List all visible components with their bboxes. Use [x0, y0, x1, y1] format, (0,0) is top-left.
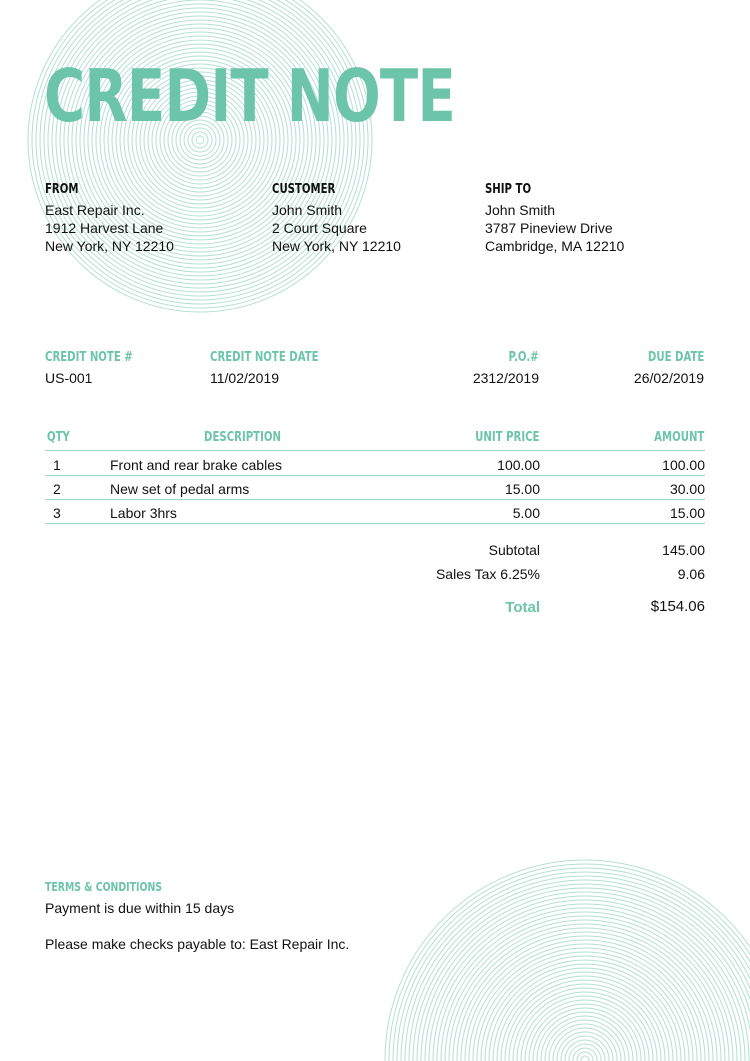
- row-unit-price: 15.00: [504, 481, 540, 497]
- ring: [561, 1036, 609, 1061]
- ring: [525, 1000, 645, 1061]
- row-qty: 3: [53, 505, 61, 521]
- ring: [469, 944, 701, 1061]
- ring: [497, 972, 673, 1061]
- ring: [405, 880, 750, 1061]
- ring: [549, 1024, 621, 1061]
- row-divider: [45, 499, 705, 500]
- ring: [465, 940, 705, 1061]
- ring: [553, 1028, 617, 1061]
- customer-street: 2 Court Square: [272, 220, 367, 236]
- table-header-divider: [45, 450, 705, 451]
- row-amount: 15.00: [669, 505, 705, 521]
- ring: [481, 956, 689, 1061]
- sales-tax-value: 9.06: [677, 566, 705, 582]
- ring: [577, 1052, 593, 1061]
- header-qty: QTY: [47, 430, 70, 445]
- total-value: $154.06: [650, 598, 705, 615]
- ring: [473, 948, 697, 1061]
- ring: [449, 924, 721, 1061]
- ring: [441, 916, 729, 1061]
- ship-to-label: SHIP TO: [485, 182, 532, 197]
- credit-note-date-value: 11/02/2019: [210, 370, 280, 386]
- ring: [397, 872, 750, 1061]
- ring: [529, 1004, 641, 1061]
- ring: [28, 0, 372, 312]
- row-unit-price: 100.00: [497, 457, 540, 473]
- row-qty: 2: [53, 481, 61, 497]
- page-title: CREDIT NOTE: [44, 54, 456, 138]
- from-city: New York, NY 12210: [45, 238, 174, 254]
- from-block: [45, 182, 174, 255]
- ring: [477, 952, 693, 1061]
- row-description: Labor 3hrs: [110, 505, 177, 521]
- ring: [425, 900, 745, 1061]
- ring: [581, 1056, 589, 1061]
- ring: [457, 932, 713, 1061]
- ring: [545, 1020, 625, 1061]
- total-label: Total: [505, 599, 540, 616]
- from-street: 1912 Harvest Lane: [45, 220, 164, 236]
- ship-to-street: 3787 Pineview Drive: [485, 220, 613, 236]
- ring: [429, 904, 741, 1061]
- ring: [513, 988, 657, 1061]
- sales-tax-label: Sales Tax 6.25%: [435, 566, 540, 582]
- header-description: DESCRIPTION: [204, 430, 281, 445]
- customer-block: [272, 182, 401, 255]
- ring: [501, 976, 669, 1061]
- ring: [493, 968, 677, 1061]
- po-label: P.O.#: [508, 350, 539, 365]
- from-name: East Repair Inc.: [45, 202, 145, 218]
- row-divider: [45, 523, 705, 524]
- ring: [32, 0, 368, 308]
- row-qty: 1: [53, 457, 61, 473]
- ring: [569, 1044, 601, 1061]
- due-date-value: 26/02/2019: [633, 370, 704, 386]
- from-label: FROM: [45, 182, 79, 197]
- terms-payment-due: Payment is due within 15 days: [45, 900, 235, 916]
- ship-to-city: Cambridge, MA 12210: [485, 238, 625, 254]
- due-date-label: DUE DATE: [647, 350, 704, 365]
- ring: [445, 920, 725, 1061]
- ring: [40, 0, 360, 300]
- ring: [413, 888, 750, 1061]
- header-amount: AMOUNT: [653, 430, 704, 445]
- credit-note-number-value: US-001: [45, 370, 93, 386]
- ring: [541, 1016, 629, 1061]
- bottom-right-rings: [385, 860, 750, 1061]
- row-amount: 30.00: [669, 481, 705, 497]
- ring: [565, 1040, 605, 1061]
- customer-city: New York, NY 12210: [272, 238, 401, 254]
- row-description: New set of pedal arms: [110, 481, 250, 497]
- ring: [533, 1008, 637, 1061]
- ring: [505, 980, 665, 1061]
- customer-name: John Smith: [272, 202, 343, 218]
- terms-label: TERMS & CONDITIONS: [45, 880, 163, 894]
- ring: [557, 1032, 613, 1061]
- credit-note-date-label: CREDIT NOTE DATE: [210, 350, 319, 365]
- ring: [521, 996, 649, 1061]
- terms-payable-to: Please make checks payable to: East Repair Inc.: [45, 936, 350, 952]
- ring: [393, 868, 750, 1061]
- ring: [537, 1012, 633, 1061]
- ring: [437, 912, 733, 1061]
- ring: [389, 864, 750, 1061]
- ring: [385, 860, 750, 1061]
- ring: [433, 908, 737, 1061]
- customer-label: CUSTOMER: [272, 182, 336, 197]
- ring: [417, 892, 750, 1061]
- ship-to-name: John Smith: [485, 202, 556, 218]
- ring: [453, 928, 717, 1061]
- ring: [409, 884, 750, 1061]
- credit-note-number-label: CREDIT NOTE #: [45, 350, 133, 365]
- subtotal-label: Subtotal: [488, 542, 540, 558]
- ring: [517, 992, 653, 1061]
- row-amount: 100.00: [662, 457, 705, 473]
- row-description: Front and rear brake cables: [110, 457, 282, 473]
- ring: [421, 896, 749, 1061]
- po-value: 2312/2019: [472, 370, 539, 386]
- ring: [461, 936, 709, 1061]
- subtotal-value: 145.00: [662, 542, 705, 558]
- ring: [36, 0, 364, 304]
- top-left-rings: [28, 0, 372, 312]
- row-divider: [45, 475, 705, 476]
- ring: [401, 876, 750, 1061]
- ring: [509, 984, 661, 1061]
- ring: [573, 1048, 597, 1061]
- row-unit-price: 5.00: [512, 505, 540, 521]
- header-unit-price: UNIT PRICE: [474, 430, 539, 445]
- ship-to-block: [485, 182, 624, 255]
- ring: [485, 960, 685, 1061]
- ring: [489, 964, 681, 1061]
